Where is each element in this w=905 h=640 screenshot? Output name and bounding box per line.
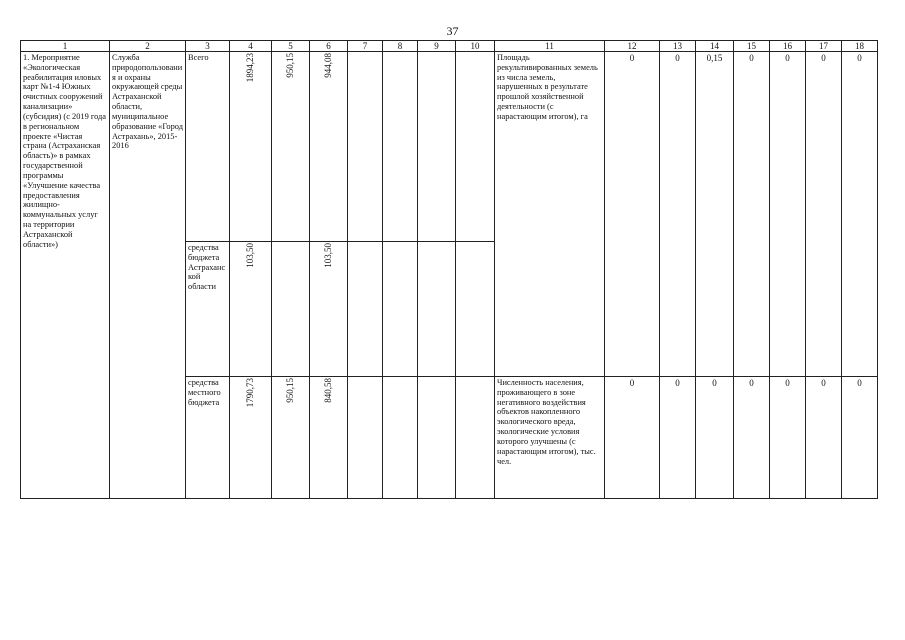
empty-cell	[383, 52, 418, 242]
value-cell	[272, 242, 310, 377]
empty-cell	[418, 377, 456, 499]
executor-cell: Служба природопользования и охраны окружающей среды Астраханской области, муниципальное образование «Город Астрахань», 2015-2016	[110, 52, 186, 499]
indicator-value-cell: 0	[696, 377, 734, 499]
indicator-value-cell: 0	[770, 377, 806, 499]
value-text: 103,50	[245, 243, 256, 268]
col-header-12: 12	[605, 41, 660, 52]
indicator-value-cell: 0	[605, 52, 660, 377]
program-table	[20, 40, 878, 499]
funding-source-cell: средства бюджета Астраханской области	[186, 242, 230, 377]
indicator-value-cell: 0	[842, 52, 878, 377]
indicator-name-cell: Численность населения, проживающего в зоне негативного воздействия объектов накопленного экологического вреда, экологические условия которого улучшены (с нарастающим итогом), тыс. чел.	[495, 377, 605, 499]
value-text: 840,58	[323, 378, 334, 403]
empty-cell	[456, 242, 495, 377]
measure-cell: 1. Мероприятие «Экологическая реабилитация иловых карт №1-4 Южных очистных сооружений канализации» (субсидия) (с 2019 года в региональном проекте «Чистая страна (Астраханская область)» в рамках государственной программы «Улучшение качества предоставления жилищно-коммунальных услуг на территории Астраханской области»)	[21, 52, 110, 499]
indicator-value-cell: 0,15	[696, 52, 734, 377]
column-number-row	[21, 41, 878, 52]
funding-source-cell: Всего	[186, 52, 230, 242]
value-cell	[230, 377, 272, 499]
empty-cell	[383, 377, 418, 499]
col-header-5: 5	[272, 41, 310, 52]
indicator-value-cell: 0	[660, 52, 696, 377]
value-cell	[272, 377, 310, 499]
col-header-15: 15	[734, 41, 770, 52]
indicator-name-cell: Площадь рекультивированных земель из числа земель, нарушенных в результате прошлой хозяйственной деятельности (с нарастающим итогом), га	[495, 52, 605, 377]
col-header-4: 4	[230, 41, 272, 52]
value-text: 1790,73	[245, 378, 256, 408]
col-header-17: 17	[806, 41, 842, 52]
funding-source-cell: средства местного бюджета	[186, 377, 230, 499]
col-header-9: 9	[418, 41, 456, 52]
empty-cell	[456, 52, 495, 242]
indicator-value-cell: 0	[605, 377, 660, 499]
col-header-10: 10	[456, 41, 495, 52]
empty-cell	[456, 377, 495, 499]
indicator-value-cell: 0	[806, 377, 842, 499]
empty-cell	[348, 377, 383, 499]
col-header-18: 18	[842, 41, 878, 52]
indicator-value-cell: 0	[660, 377, 696, 499]
empty-cell	[383, 242, 418, 377]
col-header-8: 8	[383, 41, 418, 52]
table-row	[21, 52, 878, 242]
indicator-value-cell: 0	[842, 377, 878, 499]
value-cell	[310, 377, 348, 499]
col-header-2: 2	[110, 41, 186, 52]
empty-cell	[348, 242, 383, 377]
col-header-14: 14	[696, 41, 734, 52]
col-header-7: 7	[348, 41, 383, 52]
col-header-6: 6	[310, 41, 348, 52]
value-cell	[230, 242, 272, 377]
value-text: 103,50	[323, 243, 334, 268]
col-header-11: 11	[495, 41, 605, 52]
col-header-1: 1	[21, 41, 110, 52]
value-text: 1894,23	[245, 53, 256, 83]
indicator-value-cell: 0	[770, 52, 806, 377]
indicator-value-cell: 0	[806, 52, 842, 377]
page-number: 37	[446, 24, 459, 38]
value-cell	[310, 242, 348, 377]
value-cell	[310, 52, 348, 242]
indicator-value-cell: 0	[734, 377, 770, 499]
empty-cell	[418, 242, 456, 377]
col-header-3: 3	[186, 41, 230, 52]
empty-cell	[348, 52, 383, 242]
value-cell	[272, 52, 310, 242]
empty-cell	[418, 52, 456, 242]
value-cell	[230, 52, 272, 242]
value-text: 950,15	[285, 378, 296, 403]
value-text: 950,15	[285, 53, 296, 78]
value-text: 944,08	[323, 53, 334, 78]
col-header-13: 13	[660, 41, 696, 52]
indicator-value-cell: 0	[734, 52, 770, 377]
col-header-16: 16	[770, 41, 806, 52]
